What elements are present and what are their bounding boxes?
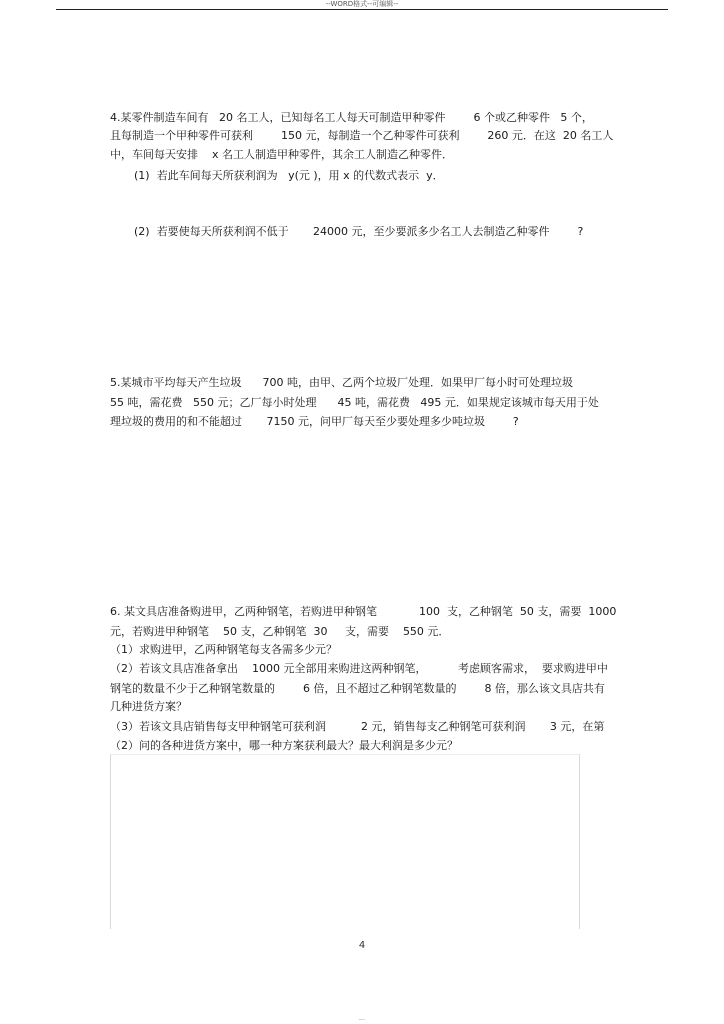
problem4-question2: (2) 若要使每天所获利润不低于 24000 元，至少要派多少名工人去制造乙种零件 ?: [134, 225, 584, 238]
problem6-question3-line2: （2）问的各种进货方案中，哪一种方案获利最大？最大利润是多少元？: [110, 739, 458, 752]
problem5-line2: 55 吨，需花费 550 元；乙厂每小时处理 45 吨，需花费 495 元．如果规定该城市每天用于处: [110, 396, 599, 409]
problem6-question2-line1: （2）若该文具店准备拿出 1000 元全部用来购进这两种钢笔， 考虑顾客需求， 要求购进甲中: [110, 662, 608, 675]
problem4-line1: 4.某零件制造车间有 20 名工人，已知每名工人每天可制造甲种零件 6 个或乙种零件 5 个，: [110, 111, 593, 124]
problem4-line2: 且每制造一个甲种零件可获利 150 元，每制造一个乙种零件可获利 260 元．在这 20 名工人: [110, 129, 614, 142]
header-text: --WORD格式--可编辑--: [325, 0, 399, 8]
problem5-line1: 5.某城市平均每天产生垃圾 700 吨，由甲、乙两个垃圾厂处理．如果甲厂每小时可处理垃圾: [110, 376, 573, 389]
problem4-line3: 中，车间每天安排 x 名工人制造甲种零件，其余工人制造乙种零件．: [110, 148, 453, 161]
problem6-question3-line1: （3）若该文具店销售每支甲种钢笔可获利润 2 元，销售每支乙种钢笔可获利润 3 元，在第: [110, 720, 605, 733]
problem5-line3: 理垃圾的费用的和不能超过 7150 元，问甲厂每天至少要处理多少吨垃圾 ?: [110, 415, 519, 428]
problem6-question1: （1）求购进甲，乙两种钢笔每支各需多少元？: [110, 643, 337, 656]
page-number: 4: [358, 940, 366, 951]
problem6-question2-line2: 钢笔的数量不少于乙种钢笔数量的 6 倍，且不超过乙种钢笔数量的 8 倍，那么该文具店共有: [110, 682, 605, 695]
answer-box: [110, 754, 580, 929]
problem4-question1: (1) 若此车间每天所获利润为 y(元 )，用 x 的代数式表示 y．: [134, 169, 444, 182]
footer-text: ---: [358, 1016, 366, 1023]
problem6-question2-line3: 几种进货方案？: [110, 700, 187, 713]
problem6-line1: 6. 某文具店准备购进甲，乙两种钢笔，若购进甲种钢笔 100 支，乙种钢笔 50 支，需要 1000: [110, 605, 617, 618]
header-rule: [56, 9, 668, 10]
problem6-line2: 元，若购进甲种钢笔 50 支，乙种钢笔 30 支，需要 550 元．: [110, 625, 450, 638]
